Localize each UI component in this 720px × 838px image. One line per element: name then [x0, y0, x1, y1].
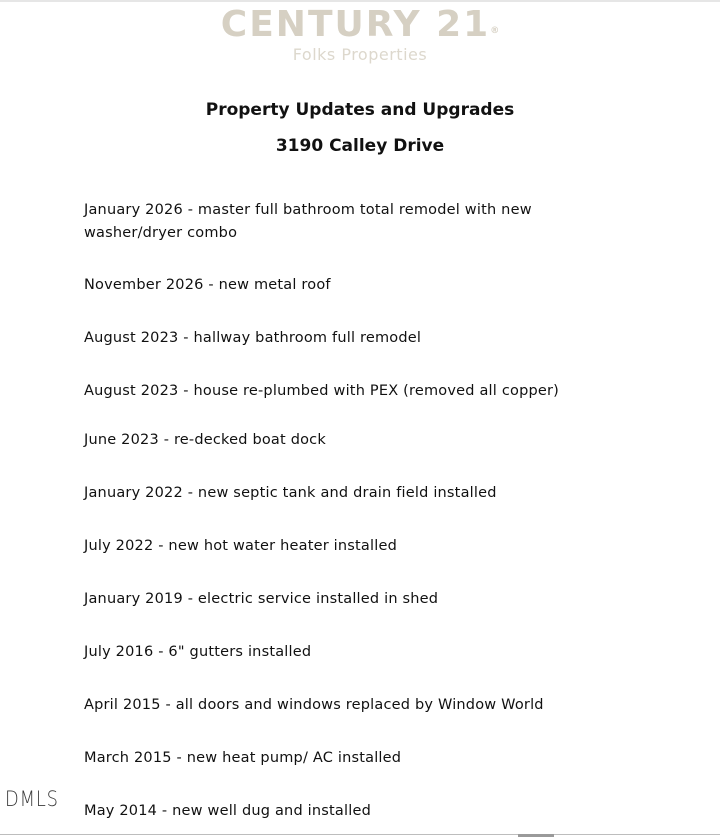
update-item: January 2022 - new septic tank and drain field installed — [84, 485, 497, 501]
update-item: May 2014 - new well dug and installed — [84, 803, 371, 819]
property-address: 3190 Calley Drive — [275, 136, 445, 156]
update-item: January 2026 - master full bathroom total remodel with new washer/dryer combo — [84, 202, 532, 241]
scroll-indicator — [518, 834, 554, 837]
update-item: November 2026 - new metal roof — [84, 277, 331, 293]
document-title: Property Updates and Upgrades — [205, 100, 515, 120]
update-item: June 2023 - re-decked boat dock — [84, 432, 326, 448]
top-edge-divider — [0, 0, 720, 2]
logo-brand — [0, 4, 720, 46]
update-item: January 2019 - electric service installed in shed — [84, 591, 439, 607]
update-item: July 2016 - 6" gutters installed — [84, 644, 312, 660]
logo-office-name: Folks Properties — [292, 45, 428, 64]
dmls-watermark: DMLS — [5, 787, 59, 811]
logo-registered-mark: ® — [490, 26, 500, 36]
update-item: July 2022 - new hot water heater installed — [84, 538, 397, 554]
update-item: August 2023 - house re-plumbed with PEX (removed all copper) — [84, 383, 560, 399]
century21-logo — [0, 4, 720, 64]
update-item: March 2015 - new heat pump/ AC installed — [84, 750, 402, 766]
bottom-divider — [0, 834, 720, 835]
logo-brand-text: CENTURY 21 — [220, 4, 491, 45]
update-item: August 2023 - hallway bathroom full remodel — [84, 330, 422, 346]
update-item: April 2015 - all doors and windows replaced by Window World — [84, 697, 544, 713]
